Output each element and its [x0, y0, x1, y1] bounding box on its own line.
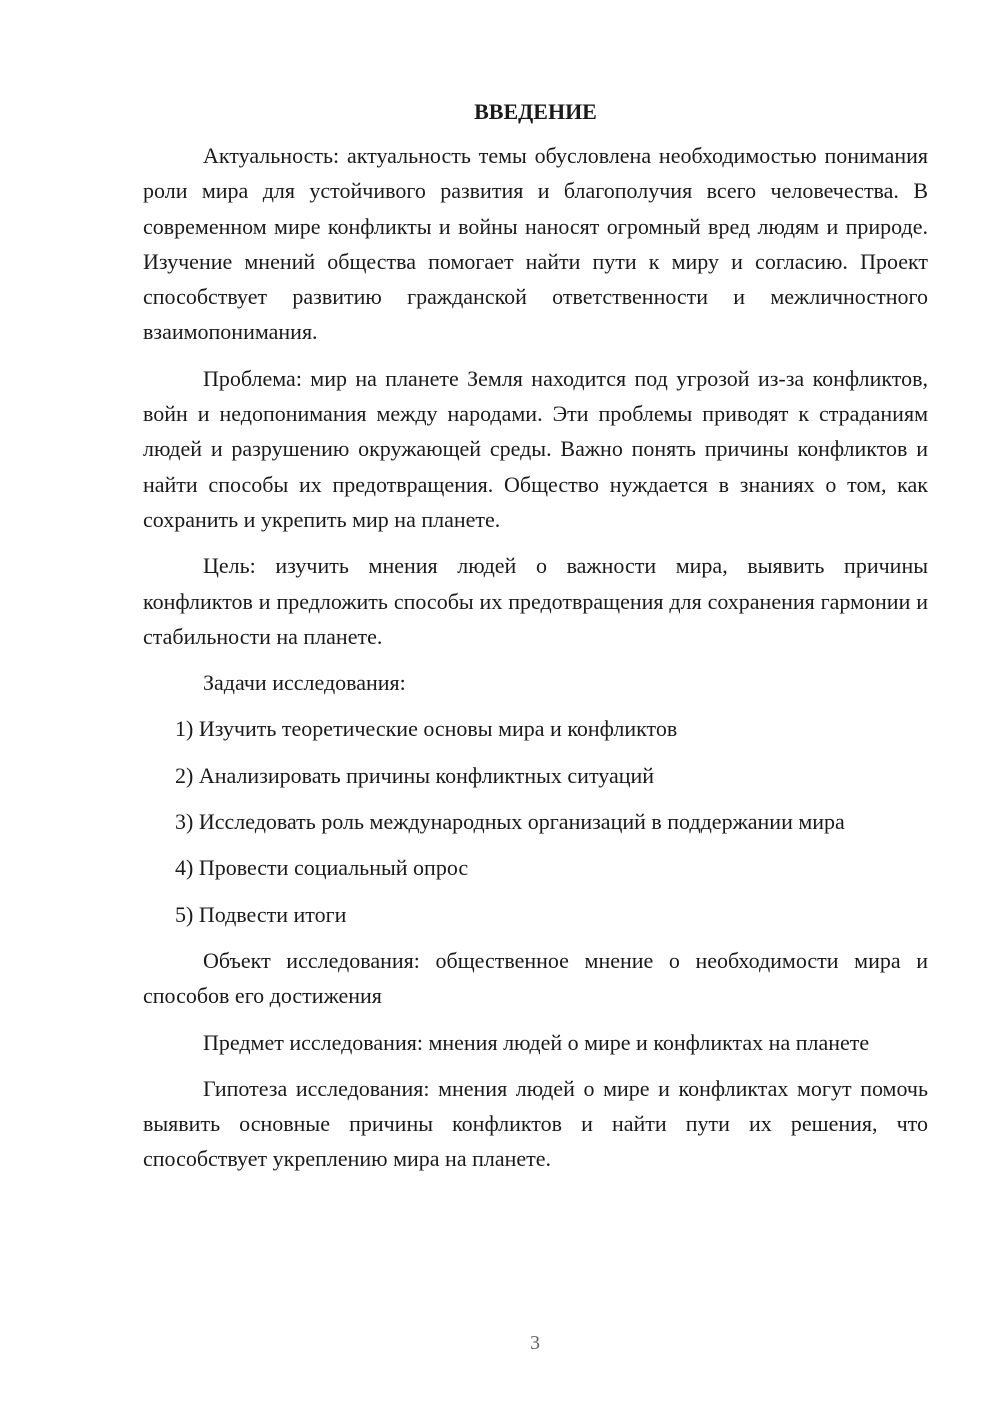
list-item: 3) Исследовать роль международных организаций в поддержании мира: [175, 809, 845, 835]
list-item: 4) Провести социальный опрос: [175, 855, 469, 881]
list-item: 1) Изучить теоретические основы мира и конфликтов: [175, 716, 678, 742]
section-title: ВВЕДЕНИЕ: [474, 99, 597, 124]
tasks-title: Задачи исследования:: [203, 670, 406, 696]
tasks-list: [143, 711, 928, 931]
list-item: 5) Подвести итоги: [175, 901, 347, 927]
page-number: 3: [530, 1332, 540, 1354]
subject-paragraph: Предмет исследования: мнения людей о мире и конфликтах на планете: [203, 1029, 870, 1055]
relevance-paragraph: Актуальность: актуальность темы обусловлена необходимостью понимания роли мира для устойчивого развития и благополучия всего человечества. В современном мире конфликты и войны наносят огромный вред людям и природе. Изучение мнений общества помогает найти пути к миру и согласию. Проект способствует развитию гражданской ответственности и межличностного взаимопонимания.: [143, 143, 928, 345]
hypothesis-paragraph: Гипотеза исследования: мнения людей о мире и конфликтах могут помочь выявить основные причины конфликтов и найти пути их решения, что способствует укреплению мира на планете.: [143, 1075, 928, 1172]
document-page: [143, 96, 928, 1177]
problem-paragraph: Проблема: мир на планете Земля находится под угрозой из-за конфликтов, войн и недопонимания между народами. Эти проблемы приводят к страданиям людей и разрушению окружающей среды. Важно понять причины конфликтов и найти способы их предотвращения. Общество нуждается в знаниях о том, как сохранить и укрепить мир на планете.: [143, 365, 928, 532]
list-item: 2) Анализировать причины конфликтных ситуаций: [175, 762, 655, 788]
goal-paragraph: Цель: изучить мнения людей о важности мира, выявить причины конфликтов и предложить способы их предотвращения для сохранения гармонии и стабильности на планете.: [143, 553, 928, 649]
object-paragraph: Объект исследования: общественное мнение о необходимости мира и способов его достижения: [143, 947, 928, 1009]
